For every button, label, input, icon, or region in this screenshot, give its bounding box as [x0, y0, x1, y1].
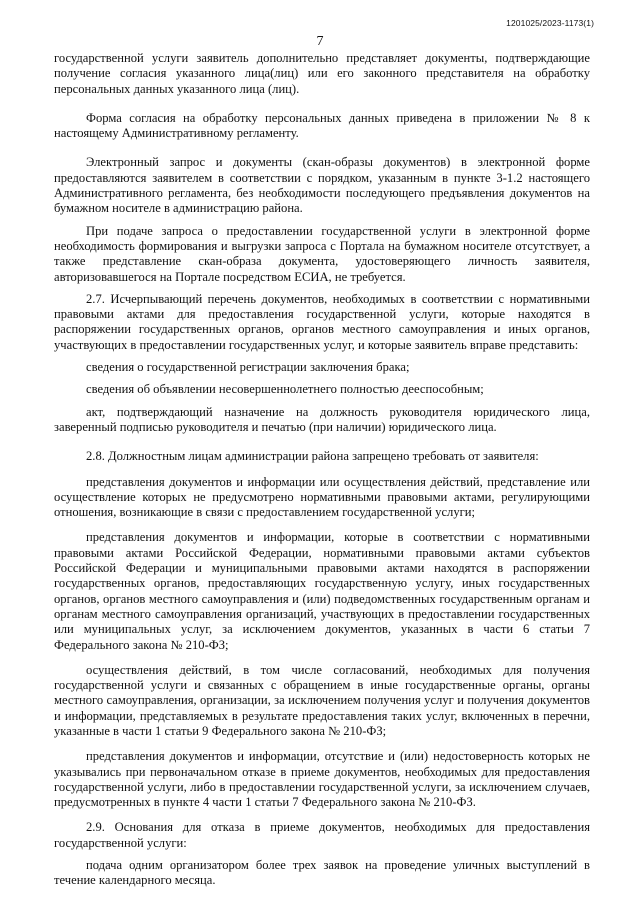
prohibition-item-1: представления документов и информации или осуществления действий, представление или осуществление которых не предусмотрено нормативными правовыми актами, регулирующими отношения, возникающие в связи с предоставлением государственной услуги; — [54, 474, 590, 520]
prohibition-item-3: осуществления действий, в том числе согласований, необходимых для получения государственной услуги и связанных с обращением в иные государственные органы, органы местного самоуправления, организации, за исключением получения услуг и получения документов и информации, представляемых в результате предоставления таких услуг, включенных в перечни, указанные в части 1 статьи 9 Федерального закона № 210-ФЗ; — [54, 662, 590, 738]
paragraph-portal-submission: При подаче запроса о предоставлении государственной услуги в электронной форме необходимость формирования и выгрузки запроса с Портала на бумажном носителе отсутствует, а также представление скан-образа документа, удостоверяющего личность заявителя, авторизовавшегося на Портале посредством ЕСИА, не требуется. — [54, 223, 590, 284]
section-2-7: 2.7. Исчерпывающий перечень документов, необходимых в соответствии с нормативными правовыми актами для предоставления государственной услуги, которые находятся в распоряжении государственных органов, органов местного самоуправления и иных органов, участвующих в предоставлении государственных услуг, и которые заявитель вправе представить: — [54, 291, 590, 352]
page-number: 7 — [316, 34, 324, 49]
section-2-8: 2.8. Должностным лицам администрации района запрещено требовать от заявителя: — [86, 449, 539, 464]
paragraph-continuation: государственной услуги заявитель дополнительно представляет документы, подтверждающие получение согласия указанного лица(лиц) или его законного представителя на обработку персональных данных указанного лица (лиц). — [54, 51, 590, 96]
list-item-marriage-registration: сведения о государственной регистрации заключения брака; — [86, 360, 410, 375]
paragraph-electronic-request: Электронный запрос и документы (скан-образы документов) в электронной форме предоставляются заявителем в соответствии с порядком, указанным в пункте 3-1.2 настоящего Административного регламента, без необходимости последующего предъявления документов на бумажном носителе в администрацию района. — [54, 155, 590, 216]
document-id: 1201025/2023-1173(1) — [506, 18, 594, 28]
paragraph-consent-form: Форма согласия на обработку персональных данных приведена в приложении № 8 к настоящему Административному регламенту. — [54, 110, 590, 141]
section-2-9: 2.9. Основания для отказа в приеме документов, необходимых для предоставления государственной услуги: — [54, 820, 590, 850]
list-item-appointment-act: акт, подтверждающий назначение на должность руководителя юридического лица, заверенный подписью руководителя и печатью (при наличии) юридического лица. — [54, 404, 590, 434]
prohibition-item-2: представления документов и информации, которые в соответствии с нормативными правовыми актами Российской Федерации, нормативными правовыми актами субъектов Российской Федерации и муниципальными правовыми актами находятся в распоряжении государственных органов, предоставляющих государственную услугу, иных государственных органов, органов местного самоуправления и (или) подведомственных государственным органам и органам местного самоуправления организаций, участвующих в предоставлении государственных или муниципальных услуг, за исключением документов, указанных в части 6 статьи 7 Федерального закона № 210-ФЗ; — [54, 530, 590, 652]
refusal-ground-item: подача одним организатором более трех заявок на проведение уличных выступлений в течение календарного месяца. — [54, 858, 590, 888]
document-body — [54, 51, 590, 889]
prohibition-item-4: представления документов и информации, отсутствие и (или) недостоверность которых не указывались при первоначальном отказе в приеме документов, необходимых для предоставления государственной услуги, либо в предоставлении государственной услуги, за исключением случаев, предусмотренных в пункте 4 части 1 статьи 7 Федерального закона № 210-ФЗ. — [54, 749, 590, 810]
list-item-emancipation: сведения об объявлении несовершеннолетнего полностью дееспособным; — [86, 382, 484, 397]
